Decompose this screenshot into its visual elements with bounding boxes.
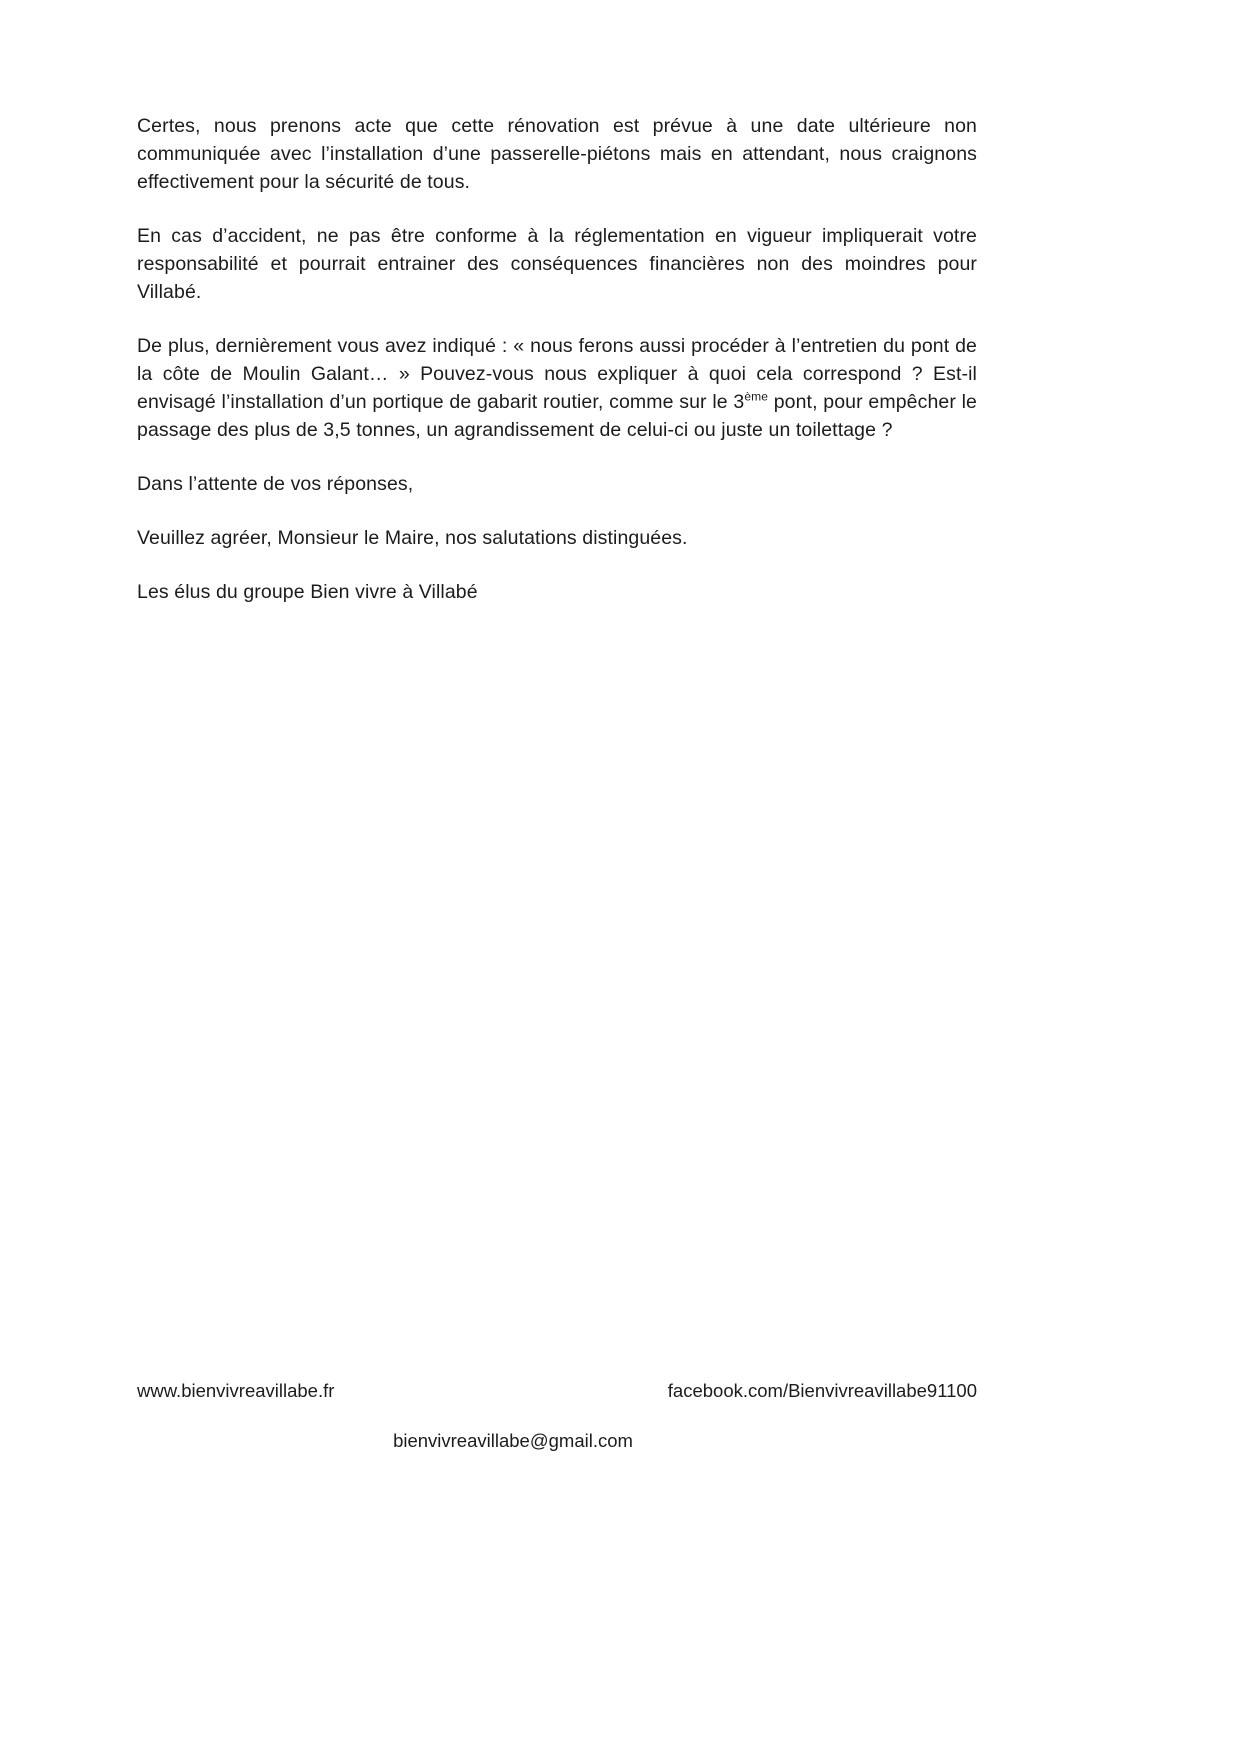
paragraph-moulin-galant-text: De plus, dernièrement vous avez indiqué : « nous ferons aussi procéder à l’entretien du pont de la côte de Moulin Galant… » Pouvez-vous nous expliquer à quoi cela correspond ? Est-il envisagé l’installation d’un portique de gabarit routier, comme sur le 3	[137, 335, 977, 413]
paragraph-moulin-galant	[137, 332, 977, 444]
footer	[137, 1378, 977, 1404]
paragraph-renovation-text: Certes, nous prenons acte que cette rénovation est prévue à une date ultérieure non communiquée avec l’installation d’une passerelle-piétons mais en attendant, nous craignons effectivement pour la sécurité de tous.	[137, 115, 977, 193]
paragraph-salutations-text: Veuillez agréer, Monsieur le Maire, nos salutations distinguées.	[137, 527, 688, 549]
ordinal-superscript: ème	[744, 389, 769, 404]
footer-email: bienvivreavillabe@gmail.com	[393, 1430, 633, 1451]
paragraph-attente-text: Dans l’attente de vos réponses,	[137, 473, 414, 495]
signature-line	[137, 578, 977, 606]
paragraph-moulin-galant-text-after: pont, pour empêcher le passage des plus de 3,5 tonnes, un agrandissement de celui-ci ou juste un toilettage ?	[137, 391, 977, 441]
paragraph-accident	[137, 222, 977, 306]
paragraph-accident-text: En cas d’accident, ne pas être conforme à la réglementation en vigueur impliquerait votre responsabilité et pourrait entrainer des conséquences financières non des moindres pour Villabé.	[137, 225, 977, 303]
paragraph-salutations	[137, 524, 977, 552]
signature-text: Les élus du groupe Bien vivre à Villabé	[137, 581, 478, 603]
letter-body	[137, 112, 977, 632]
footer-facebook: facebook.com/Bienvivreavillabe91100	[667, 1380, 977, 1401]
paragraph-renovation	[137, 112, 977, 196]
paragraph-attente	[137, 470, 977, 498]
footer-website: www.bienvivreavillabe.fr	[137, 1380, 335, 1401]
